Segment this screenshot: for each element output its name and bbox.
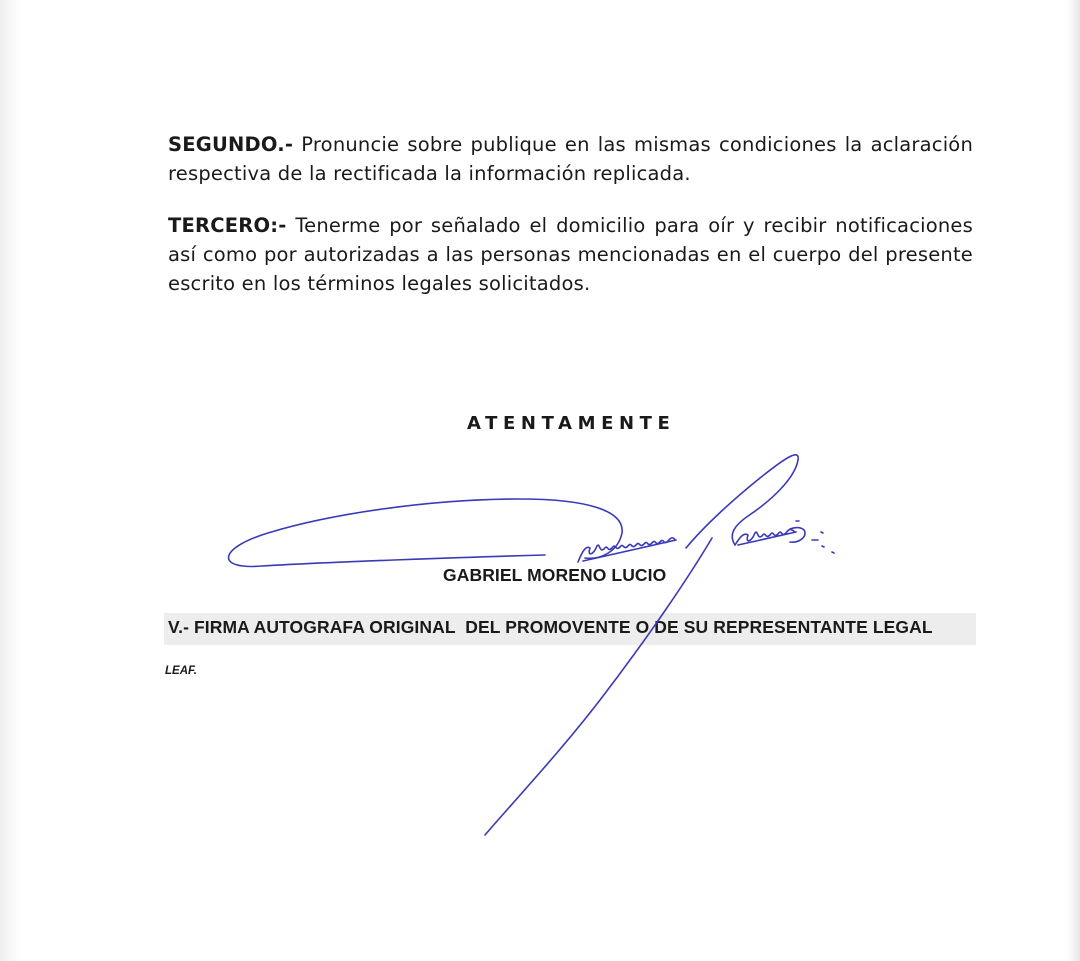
paragraph-segundo-lead: SEGUNDO.- [168, 133, 294, 156]
paragraph-tercero-text: Tenerme por señalado el domicilio para oír y recibir notificaciones así como por autorizadas a las personas mencionadas en el cuerpo del presente escrito en los términos legales solicitados. [168, 214, 973, 295]
signature-note: V.- FIRMA AUTOGRAFA ORIGINAL DEL PROMOVENTE O DE SU REPRESENTANTE LEGAL [168, 617, 933, 637]
signer-name: GABRIEL MORENO LUCIO [443, 565, 667, 585]
closing-salutation: ATENTAMENTE [467, 413, 676, 434]
page-edge-left [0, 0, 22, 961]
paragraph-segundo-text: Pronuncie sobre publique en las mismas condiciones la aclaración respectiva de la rectificada la información replicada. [168, 133, 973, 185]
paragraph-tercero [168, 211, 973, 298]
paragraph-tercero-lead: TERCERO:- [168, 214, 287, 237]
paragraph-segundo [168, 130, 973, 188]
page-edge-right [1066, 0, 1080, 961]
typist-initials: LEAF. [165, 665, 197, 677]
